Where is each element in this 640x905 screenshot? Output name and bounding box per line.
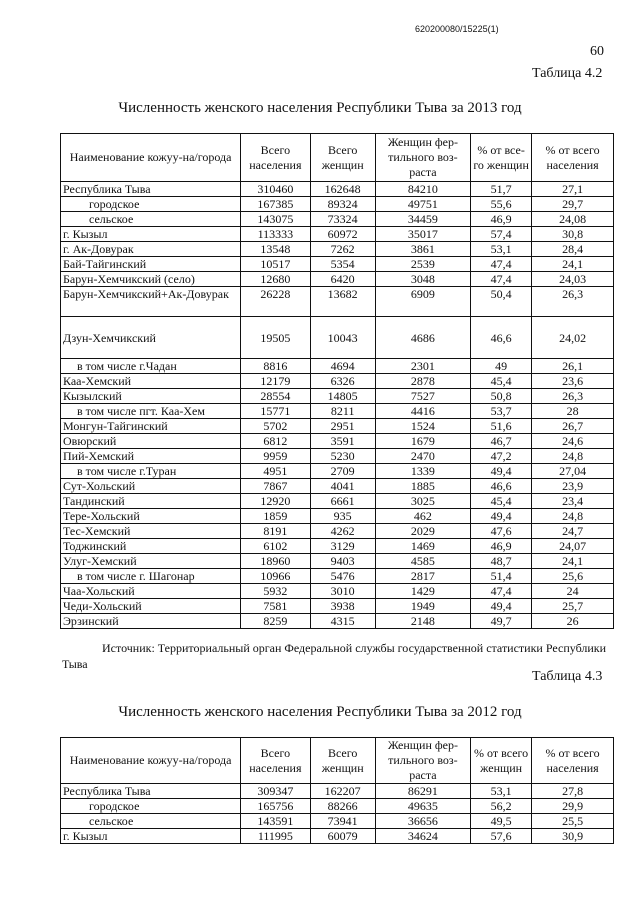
total-population-cell: 167385: [241, 197, 310, 212]
pct-women-cell: 47,6: [471, 524, 532, 539]
pct-population-cell: 27,8: [532, 784, 614, 799]
pct-population-cell: 26,3: [532, 287, 614, 317]
table-row: [61, 614, 614, 629]
total-women-cell: 2709: [310, 464, 375, 479]
fertile-women-cell: 2148: [375, 614, 470, 629]
total-women-cell: 4041: [310, 479, 375, 494]
pct-population-cell: 24,03: [532, 272, 614, 287]
col-header-total-population: Всего населения: [241, 134, 310, 182]
pct-population-cell: 26,7: [532, 419, 614, 434]
table-row: [61, 272, 614, 287]
total-population-cell: 7867: [241, 479, 310, 494]
pct-women-cell: 47,4: [471, 272, 532, 287]
pct-population-cell: 29,9: [532, 799, 614, 814]
pct-population-cell: 26,1: [532, 359, 614, 374]
pct-population-cell: 24,8: [532, 509, 614, 524]
table-row: [61, 404, 614, 419]
table-row: [61, 449, 614, 464]
table-row: [61, 389, 614, 404]
row-name-cell: в том числе г. Шагонар: [61, 569, 241, 584]
pct-women-cell: 49,4: [471, 464, 532, 479]
table-row: [61, 524, 614, 539]
table-row: [61, 419, 614, 434]
fertile-women-cell: 2878: [375, 374, 470, 389]
row-name-cell: в том числе г.Чадан: [61, 359, 241, 374]
pct-population-cell: 26: [532, 614, 614, 629]
pct-women-cell: 46,6: [471, 317, 532, 359]
row-name-cell: в том числе пгт. Каа-Хем: [61, 404, 241, 419]
col-header-name: Наименование кожуу-на/города: [61, 738, 241, 784]
fertile-women-cell: 2817: [375, 569, 470, 584]
total-women-cell: 4315: [310, 614, 375, 629]
table-row: [61, 799, 614, 814]
pct-population-cell: 24: [532, 584, 614, 599]
total-population-cell: 28554: [241, 389, 310, 404]
total-women-cell: 2951: [310, 419, 375, 434]
row-name-cell: Чеди-Хольский: [61, 599, 241, 614]
pct-women-cell: 48,7: [471, 554, 532, 569]
page-number: 60: [590, 44, 604, 59]
row-name-cell: Барун-Хемчикский+Ак-Довурак: [61, 287, 241, 317]
pct-women-cell: 47,4: [471, 584, 532, 599]
total-population-cell: 8259: [241, 614, 310, 629]
table-row: [61, 539, 614, 554]
row-name-cell: городское: [61, 799, 241, 814]
pct-population-cell: 24,1: [532, 554, 614, 569]
table-row: [61, 227, 614, 242]
row-name-cell: г. Ак-Довурак: [61, 242, 241, 257]
table-row: [61, 584, 614, 599]
total-women-cell: 4262: [310, 524, 375, 539]
pct-population-cell: 30,8: [532, 227, 614, 242]
total-women-cell: 88266: [310, 799, 375, 814]
pct-women-cell: 57,6: [471, 829, 532, 844]
total-population-cell: 113333: [241, 227, 310, 242]
source-note: Источник: Территориальный орган Федеральной службы государственной статистики Республики Тыва: [62, 641, 607, 671]
row-name-cell: сельское: [61, 814, 241, 829]
total-women-cell: 60972: [310, 227, 375, 242]
pct-population-cell: 24,7: [532, 524, 614, 539]
fertile-women-cell: 1339: [375, 464, 470, 479]
pct-population-cell: 30,9: [532, 829, 614, 844]
fertile-women-cell: 3025: [375, 494, 470, 509]
table-row: [61, 554, 614, 569]
total-women-cell: 73324: [310, 212, 375, 227]
table-row: [61, 829, 614, 844]
total-population-cell: 309347: [241, 784, 310, 799]
total-population-cell: 5932: [241, 584, 310, 599]
fertile-women-cell: 1885: [375, 479, 470, 494]
pct-population-cell: 24,02: [532, 317, 614, 359]
pct-women-cell: 47,2: [471, 449, 532, 464]
fertile-women-cell: 4585: [375, 554, 470, 569]
row-name-cell: Эрзинский: [61, 614, 241, 629]
row-name-cell: Тес-Хемский: [61, 524, 241, 539]
pct-women-cell: 45,4: [471, 374, 532, 389]
table-row: [61, 359, 614, 374]
total-women-cell: 13682: [310, 287, 375, 317]
pct-population-cell: 28,4: [532, 242, 614, 257]
total-women-cell: 162648: [310, 182, 375, 197]
fertile-women-cell: 4686: [375, 317, 470, 359]
total-women-cell: 89324: [310, 197, 375, 212]
row-name-cell: Монгун-Тайгинский: [61, 419, 241, 434]
pct-women-cell: 53,7: [471, 404, 532, 419]
table-row: [61, 569, 614, 584]
total-population-cell: 111995: [241, 829, 310, 844]
total-women-cell: 73941: [310, 814, 375, 829]
col-header-total-women: Всего женщин: [310, 738, 375, 784]
pct-population-cell: 24,1: [532, 257, 614, 272]
total-population-cell: 1859: [241, 509, 310, 524]
total-population-cell: 12920: [241, 494, 310, 509]
total-women-cell: 5230: [310, 449, 375, 464]
table-row: [61, 257, 614, 272]
fertile-women-cell: 49635: [375, 799, 470, 814]
table-row: [61, 182, 614, 197]
table-row: [61, 212, 614, 227]
col-header-pct-women: % от все-го женщин: [471, 134, 532, 182]
fertile-women-cell: 36656: [375, 814, 470, 829]
fertile-women-cell: 1949: [375, 599, 470, 614]
total-population-cell: 10517: [241, 257, 310, 272]
table-row: [61, 197, 614, 212]
row-name-cell: сельское: [61, 212, 241, 227]
row-name-cell: Кызылский: [61, 389, 241, 404]
pct-population-cell: 24,6: [532, 434, 614, 449]
total-women-cell: 4694: [310, 359, 375, 374]
table-row: [61, 317, 614, 359]
table-row: [61, 479, 614, 494]
pct-women-cell: 46,9: [471, 539, 532, 554]
table-2013: [60, 133, 614, 629]
total-population-cell: 7581: [241, 599, 310, 614]
total-women-cell: 6661: [310, 494, 375, 509]
fertile-women-cell: 1429: [375, 584, 470, 599]
pct-population-cell: 24,07: [532, 539, 614, 554]
pct-women-cell: 53,1: [471, 242, 532, 257]
pct-population-cell: 23,9: [532, 479, 614, 494]
table-header-row: [61, 134, 614, 182]
table-4-3-title: Численность женского населения Республики Тыва за 2012 год: [118, 704, 522, 720]
total-population-cell: 9959: [241, 449, 310, 464]
table-row: [61, 464, 614, 479]
pct-women-cell: 49,4: [471, 599, 532, 614]
total-women-cell: 3129: [310, 539, 375, 554]
total-women-cell: 3591: [310, 434, 375, 449]
pct-women-cell: 55,6: [471, 197, 532, 212]
row-name-cell: Тоджинский: [61, 539, 241, 554]
table-4-3-label: Таблица 4.3: [532, 669, 603, 684]
total-population-cell: 165756: [241, 799, 310, 814]
total-women-cell: 14805: [310, 389, 375, 404]
total-population-cell: 13548: [241, 242, 310, 257]
total-women-cell: 935: [310, 509, 375, 524]
pct-population-cell: 26,3: [532, 389, 614, 404]
total-population-cell: 18960: [241, 554, 310, 569]
row-name-cell: Дзун-Хемчикский: [61, 317, 241, 359]
total-population-cell: 310460: [241, 182, 310, 197]
total-women-cell: 7262: [310, 242, 375, 257]
row-name-cell: Барун-Хемчикский (село): [61, 272, 241, 287]
table-2012: [60, 737, 614, 844]
col-header-fertile-women: Женщин фер-тильного воз-раста: [375, 134, 470, 182]
fertile-women-cell: 34624: [375, 829, 470, 844]
fertile-women-cell: 34459: [375, 212, 470, 227]
total-women-cell: 3010: [310, 584, 375, 599]
pct-women-cell: 46,6: [471, 479, 532, 494]
pct-population-cell: 27,1: [532, 182, 614, 197]
fertile-women-cell: 4416: [375, 404, 470, 419]
pct-population-cell: 28: [532, 404, 614, 419]
table-row: [61, 494, 614, 509]
table-row: [61, 287, 614, 317]
table-4-2-title: Численность женского населения Республики Тыва за 2013 год: [118, 100, 522, 116]
pct-women-cell: 56,2: [471, 799, 532, 814]
pct-women-cell: 51,7: [471, 182, 532, 197]
col-header-pct-population: % от всего населения: [532, 738, 614, 784]
pct-population-cell: 27,04: [532, 464, 614, 479]
total-population-cell: 5702: [241, 419, 310, 434]
total-women-cell: 9403: [310, 554, 375, 569]
pct-population-cell: 25,7: [532, 599, 614, 614]
fertile-women-cell: 3048: [375, 272, 470, 287]
table-header-row: [61, 738, 614, 784]
row-name-cell: Республика Тыва: [61, 182, 241, 197]
table-row: [61, 784, 614, 799]
pct-women-cell: 50,8: [471, 389, 532, 404]
total-women-cell: 6420: [310, 272, 375, 287]
fertile-women-cell: 35017: [375, 227, 470, 242]
table-row: [61, 814, 614, 829]
row-name-cell: Чаа-Хольский: [61, 584, 241, 599]
row-name-cell: Пий-Хемский: [61, 449, 241, 464]
total-population-cell: 143591: [241, 814, 310, 829]
total-population-cell: 10966: [241, 569, 310, 584]
pct-women-cell: 50,4: [471, 287, 532, 317]
pct-women-cell: 53,1: [471, 784, 532, 799]
fertile-women-cell: 2539: [375, 257, 470, 272]
pct-women-cell: 49,4: [471, 509, 532, 524]
document-id: 620200080/15225(1): [415, 24, 499, 34]
table-row: [61, 374, 614, 389]
pct-population-cell: 23,6: [532, 374, 614, 389]
fertile-women-cell: 1524: [375, 419, 470, 434]
pct-women-cell: 49: [471, 359, 532, 374]
total-women-cell: 5354: [310, 257, 375, 272]
fertile-women-cell: 86291: [375, 784, 470, 799]
total-population-cell: 8816: [241, 359, 310, 374]
total-population-cell: 8191: [241, 524, 310, 539]
fertile-women-cell: 3861: [375, 242, 470, 257]
total-women-cell: 10043: [310, 317, 375, 359]
total-population-cell: 12680: [241, 272, 310, 287]
fertile-women-cell: 2029: [375, 524, 470, 539]
total-population-cell: 19505: [241, 317, 310, 359]
pct-population-cell: 24,8: [532, 449, 614, 464]
total-population-cell: 12179: [241, 374, 310, 389]
col-header-fertile-women: Женщин фер-тильного воз-раста: [375, 738, 470, 784]
row-name-cell: Каа-Хемский: [61, 374, 241, 389]
fertile-women-cell: 7527: [375, 389, 470, 404]
row-name-cell: Сут-Хольский: [61, 479, 241, 494]
total-population-cell: 6102: [241, 539, 310, 554]
fertile-women-cell: 2301: [375, 359, 470, 374]
pct-women-cell: 49,7: [471, 614, 532, 629]
pct-women-cell: 46,7: [471, 434, 532, 449]
total-women-cell: 8211: [310, 404, 375, 419]
table-row: [61, 509, 614, 524]
pct-women-cell: 51,6: [471, 419, 532, 434]
total-women-cell: 6326: [310, 374, 375, 389]
pct-women-cell: 45,4: [471, 494, 532, 509]
row-name-cell: Улуг-Хемский: [61, 554, 241, 569]
total-women-cell: 5476: [310, 569, 375, 584]
row-name-cell: городское: [61, 197, 241, 212]
pct-population-cell: 25,6: [532, 569, 614, 584]
total-women-cell: 60079: [310, 829, 375, 844]
col-header-name: Наименование кожуу-на/города: [61, 134, 241, 182]
fertile-women-cell: 1469: [375, 539, 470, 554]
row-name-cell: г. Кызыл: [61, 227, 241, 242]
fertile-women-cell: 462: [375, 509, 470, 524]
fertile-women-cell: 84210: [375, 182, 470, 197]
total-population-cell: 26228: [241, 287, 310, 317]
total-population-cell: 4951: [241, 464, 310, 479]
total-population-cell: 143075: [241, 212, 310, 227]
pct-population-cell: 29,7: [532, 197, 614, 212]
row-name-cell: Тере-Хольский: [61, 509, 241, 524]
row-name-cell: Овюрский: [61, 434, 241, 449]
fertile-women-cell: 2470: [375, 449, 470, 464]
fertile-women-cell: 1679: [375, 434, 470, 449]
pct-women-cell: 49,5: [471, 814, 532, 829]
pct-population-cell: 23,4: [532, 494, 614, 509]
pct-women-cell: 57,4: [471, 227, 532, 242]
row-name-cell: г. Кызыл: [61, 829, 241, 844]
col-header-total-women: Всего женщин: [310, 134, 375, 182]
total-population-cell: 6812: [241, 434, 310, 449]
fertile-women-cell: 49751: [375, 197, 470, 212]
row-name-cell: Бай-Тайгинский: [61, 257, 241, 272]
col-header-total-population: Всего населения: [241, 738, 310, 784]
fertile-women-cell: 6909: [375, 287, 470, 317]
col-header-pct-women: % от всего женщин: [471, 738, 532, 784]
row-name-cell: Республика Тыва: [61, 784, 241, 799]
col-header-pct-population: % от всего населения: [532, 134, 614, 182]
pct-population-cell: 25,5: [532, 814, 614, 829]
pct-population-cell: 24,08: [532, 212, 614, 227]
row-name-cell: Тандинский: [61, 494, 241, 509]
table-4-2-label: Таблица 4.2: [532, 66, 603, 81]
table-row: [61, 599, 614, 614]
total-women-cell: 3938: [310, 599, 375, 614]
table-row: [61, 434, 614, 449]
pct-women-cell: 46,9: [471, 212, 532, 227]
pct-women-cell: 47,4: [471, 257, 532, 272]
total-women-cell: 162207: [310, 784, 375, 799]
total-population-cell: 15771: [241, 404, 310, 419]
pct-women-cell: 51,4: [471, 569, 532, 584]
table-row: [61, 242, 614, 257]
row-name-cell: в том числе г.Туран: [61, 464, 241, 479]
